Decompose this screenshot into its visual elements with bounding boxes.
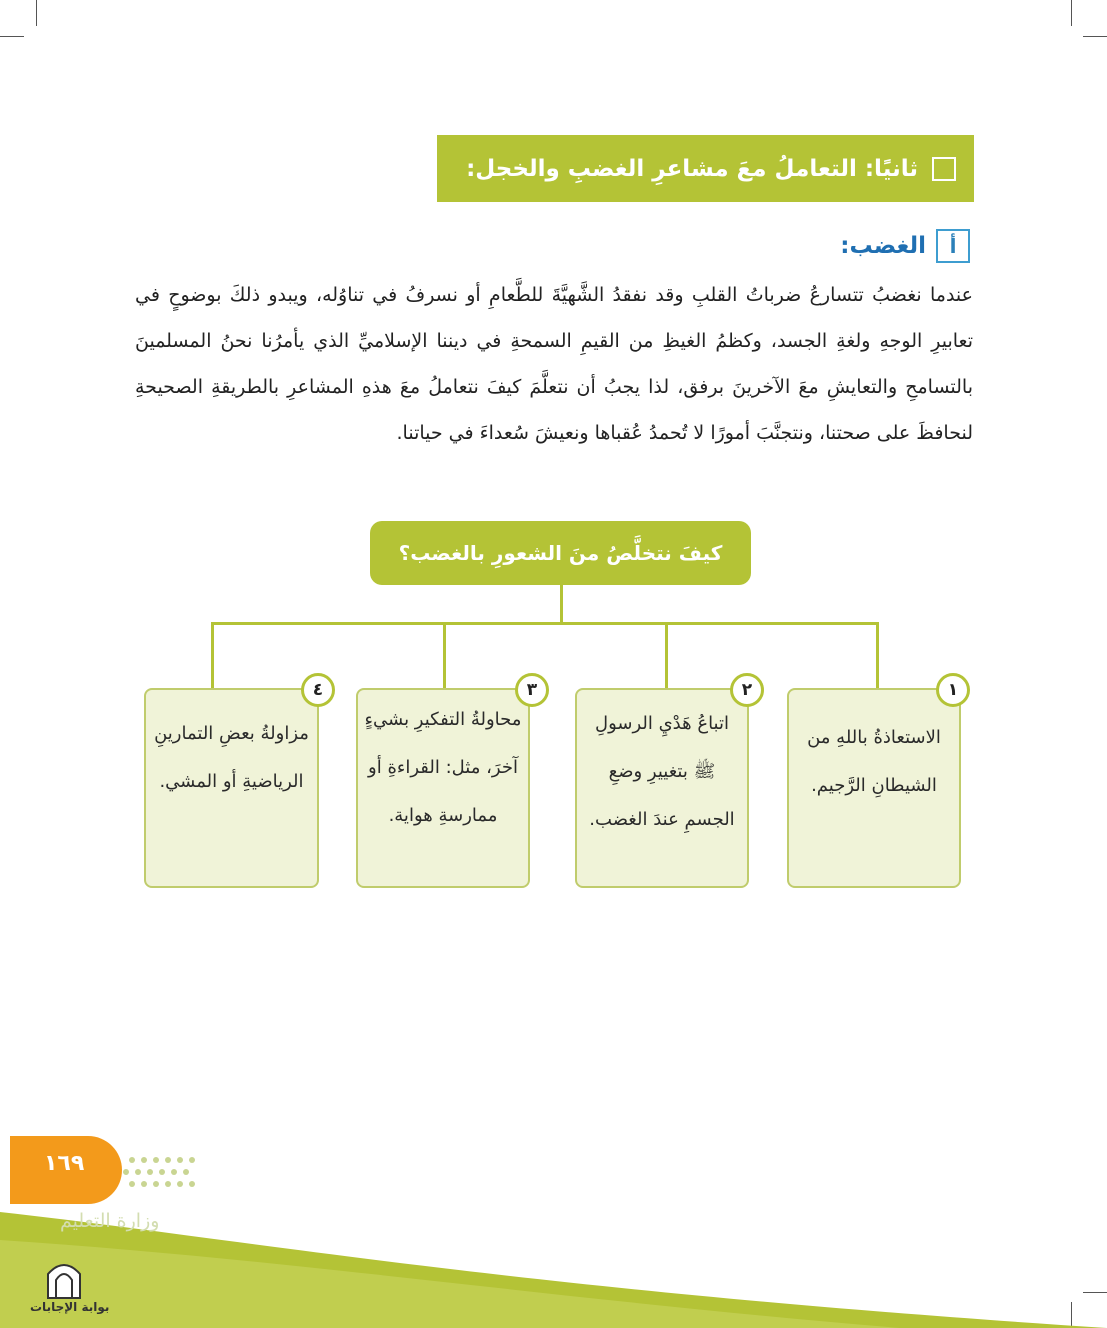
diagram-card bbox=[787, 688, 961, 888]
diagram-card bbox=[144, 688, 319, 888]
footer-wave bbox=[0, 1200, 1107, 1328]
subsection-letter: أ bbox=[936, 229, 970, 263]
section-title: ثانيًا: التعاملُ معَ مشاعرِ الغضبِ والخجل: bbox=[466, 155, 918, 182]
connector-line bbox=[211, 622, 214, 689]
site-logo-icon bbox=[44, 1256, 84, 1300]
card-text: مزاولةُ بعضِ التمارينِ الرياضيةِ أو المشي. bbox=[154, 723, 309, 792]
crop-mark bbox=[0, 36, 24, 37]
page-number: ١٦٩ bbox=[44, 1151, 85, 1176]
diagram-card bbox=[575, 688, 749, 888]
crop-mark bbox=[1083, 36, 1107, 37]
crop-mark bbox=[1071, 0, 1072, 26]
section-header bbox=[437, 135, 974, 202]
item-number-badge: ٢ bbox=[730, 673, 764, 707]
subsection-title: الغضب: bbox=[840, 233, 926, 259]
connector-line bbox=[876, 622, 879, 689]
item-number-badge: ٤ bbox=[301, 673, 335, 707]
card-text: الاستعاذةُ باللهِ من الشيطانِ الرَّجيم. bbox=[807, 727, 941, 796]
item-number-badge: ٣ bbox=[515, 673, 549, 707]
card-text: اتباعُ هَدْيِ الرسولِ ﷺ بتغييرِ وضعِ الجسمِ عندَ الغضب. bbox=[589, 713, 735, 830]
checkbox-icon bbox=[932, 157, 956, 181]
connector-line bbox=[560, 585, 563, 625]
diagram-question: كيفَ نتخلَّصُ منَ الشعورِ بالغضب؟ bbox=[370, 521, 751, 585]
diagram-card bbox=[356, 688, 530, 888]
connector-line bbox=[665, 622, 668, 689]
card-text: محاولةُ التفكيرِ بشيءٍ آخرَ، مثل: القراءةِ أو ممارسةِ هواية. bbox=[364, 709, 522, 826]
ministry-logo-dots bbox=[56, 1150, 196, 1196]
item-number-badge: ١ bbox=[936, 673, 970, 707]
connector-line bbox=[443, 622, 446, 689]
crop-mark bbox=[36, 0, 37, 26]
connector-line bbox=[211, 622, 878, 625]
site-caption: بوابة الإجابات bbox=[30, 1300, 110, 1314]
ministry-name: وزارة التعليم bbox=[60, 1210, 160, 1232]
subsection-header bbox=[840, 229, 970, 263]
body-paragraph: عندما نغضبُ تتسارعُ ضرباتُ القلبِ وقد نفقدُ الشَّهيَّةَ للطَّعامِ أو نسرفُ في تناوُله، ويبدو ذلكَ بوضوحٍ في تعابيرِ الوجهِ ولغةِ الجسد، وكظمُ الغيظِ من القيمِ السمحةِ في ديننا الإسلاميِّ الذي يأمرُنا نحنُ المسلمينَ بالتسامحِ والتعايشِ معَ الآخرينَ برفق، لذا يجبُ أن نتعلَّمَ كيفَ نتعاملُ معَ هذهِ المشاعرِ بالطريقةِ الصحيحةِ لنحافظَ على صحتنا، ونتجنَّبَ أمورًا لا تُحمدُ عُقباها ونعيشَ سُعداءَ في حياتنا. bbox=[135, 284, 973, 444]
